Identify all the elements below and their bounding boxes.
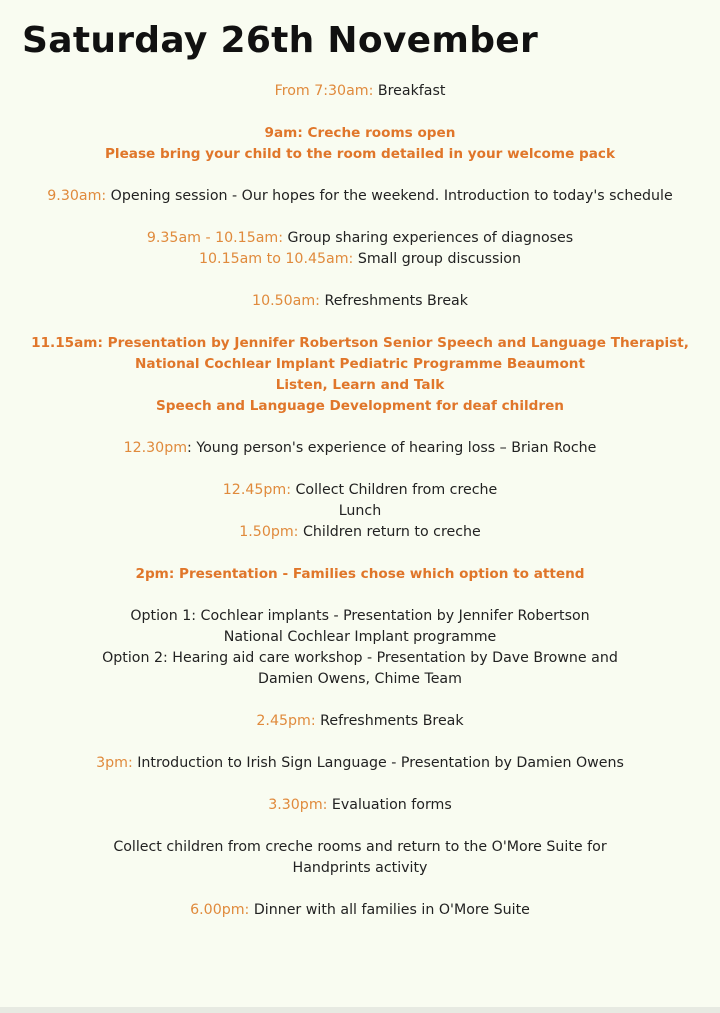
option-line-2: National Cochlear Implant programme — [223, 629, 497, 645]
item-text: Group sharing experiences of diagnoses — [283, 230, 574, 246]
handprints-line-1: Collect children from creche rooms and return to the O'More Suite for — [113, 839, 607, 855]
item-text: Breakfast — [373, 83, 446, 99]
presentation-1115-line-1: 11.15am: Presentation by Jennifer Robertson Senior Speech and Language Therapist, — [31, 335, 689, 351]
page-title: Saturday 26th November — [22, 20, 539, 61]
item-text: Children return to creche — [298, 524, 481, 540]
item-time: 3.30pm: — [268, 797, 328, 813]
handprints-line-2: Handprints activity — [292, 860, 428, 876]
item-text: Introduction to Irish Sign Language - Presentation by Damien Owens — [132, 755, 624, 771]
creche-open-note: Please bring your child to the room detailed in your welcome pack — [104, 146, 616, 162]
creche-open-heading: 9am: Creche rooms open — [264, 125, 456, 141]
item-text: Collect Children from creche — [291, 482, 498, 498]
item-time: 6.00pm: — [190, 902, 250, 918]
item-time: 9.35am - 10.15am: — [146, 230, 284, 246]
option-line-4: Damien Owens, Chime Team — [258, 671, 462, 687]
schedule — [0, 81, 720, 921]
item-text: Opening session - Our hopes for the weekend. Introduction to today's schedule — [106, 188, 673, 204]
schedule-item-lunch: Lunch — [338, 503, 382, 519]
schedule-item-isl — [0, 753, 720, 774]
item-time: 12.45pm: — [222, 482, 291, 498]
item-text: Small group discussion — [353, 251, 521, 267]
schedule-item-dinner — [0, 900, 720, 921]
schedule-item-return-creche — [0, 522, 720, 543]
bottom-divider — [0, 1007, 720, 1013]
item-text: Refreshments Break — [319, 293, 468, 309]
option-line-1: Option 1: Cochlear implants - Presentation by Jennifer Robertson — [130, 608, 590, 624]
item-time: 12.30pm — [123, 440, 188, 456]
schedule-item-breakfast — [0, 81, 720, 102]
schedule-item-refreshments-1 — [0, 291, 720, 312]
schedule-item-evaluation — [0, 795, 720, 816]
item-time: 3pm: — [96, 755, 133, 771]
item-time: 10.50am: — [252, 293, 320, 309]
item-text: Evaluation forms — [327, 797, 452, 813]
presentation-1115-line-3: Listen, Learn and Talk — [275, 377, 445, 393]
item-text: Dinner with all families in O'More Suite — [249, 902, 530, 918]
item-time: From 7:30am: — [274, 83, 374, 99]
presentation-1115-line-4: Speech and Language Development for deaf children — [156, 398, 564, 414]
item-time: 9.30am: — [47, 188, 107, 204]
schedule-item-opening — [0, 186, 720, 207]
schedule-item-young-person — [0, 438, 720, 459]
presentation-2pm-heading: 2pm: Presentation - Families chose which option to attend — [135, 566, 585, 582]
presentation-1115-line-2: National Cochlear Implant Pediatric Programme Beaumont — [135, 356, 585, 372]
schedule-item-refreshments-2 — [0, 711, 720, 732]
item-time: 2.45pm: — [256, 713, 316, 729]
schedule-item-group-sharing — [0, 228, 720, 249]
schedule-item-collect-children — [0, 480, 720, 501]
item-text: : Young person's experience of hearing loss – Brian Roche — [187, 440, 597, 456]
schedule-item-small-group — [0, 249, 720, 270]
item-time: 10.15am to 10.45am: — [199, 251, 354, 267]
option-line-3: Option 2: Hearing aid care workshop - Presentation by Dave Browne and — [102, 650, 618, 666]
item-text: Refreshments Break — [315, 713, 464, 729]
item-time: 1.50pm: — [239, 524, 299, 540]
